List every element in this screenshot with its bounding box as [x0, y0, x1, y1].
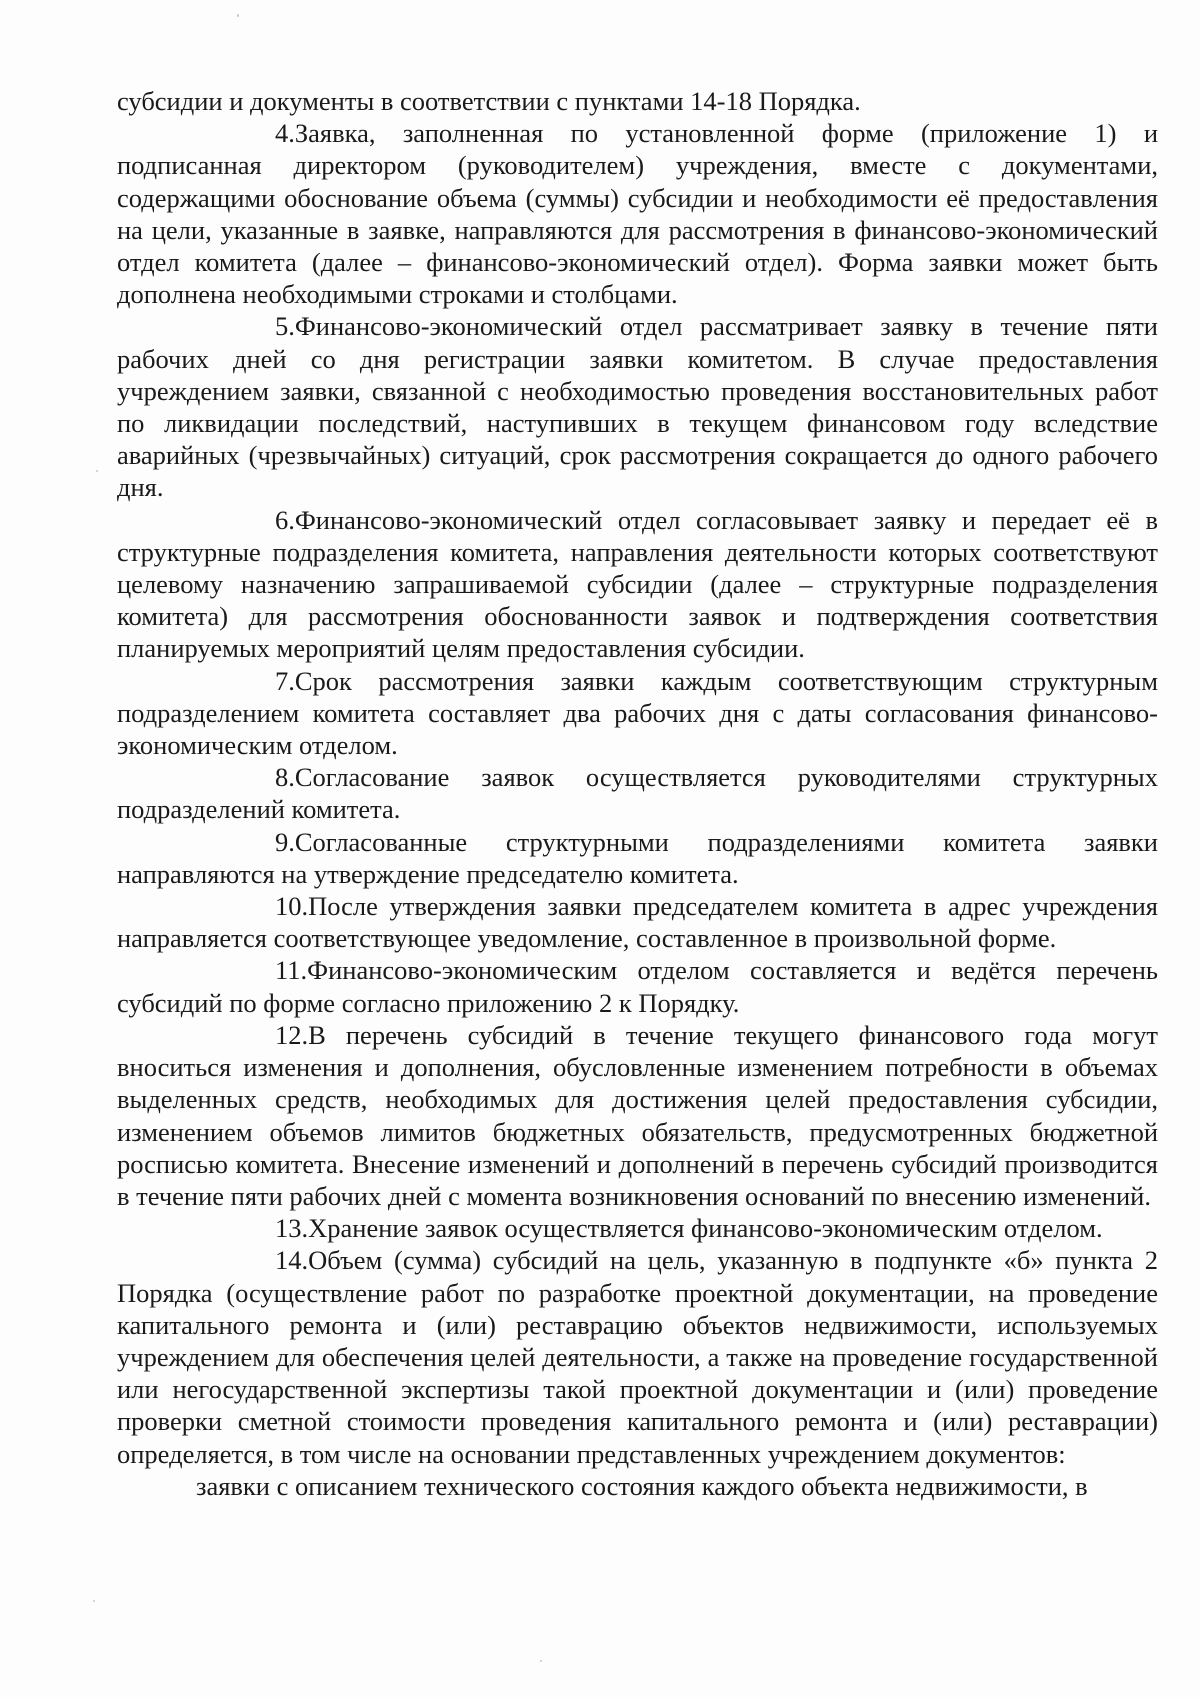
scan-speck	[96, 470, 98, 472]
item-text: В перечень субсидий в течение текущего финансового года могут вноситься изменения и дополнения, обусловленные изменением потребности в объемах выделенных средств, необходимых для достижения целей предоставления субсидии, изменением объемов лимитов бюджетных обязательств, предусмотренных бюджетной росписью комитета. Внесение изменений и дополнений в перечень субсидий производится в течение пяти рабочих дней с момента возникновения оснований по внесению изменений.	[117, 1019, 1158, 1211]
paragraph-item-8	[117, 761, 1158, 825]
item-text: Заявка, заполненная по установленной форме (приложение 1) и подписанная директором (руководителем) учреждения, вместе с документами, содержащими обоснование объема (суммы) субсидии и необходимости её предоставления на цели, указанные в заявке, направляются для рассмотрения в финансово-экономический отдел комитета (далее – финансово-экономический отдел). Форма заявки может быть дополнена необходимыми строками и столбцами.	[117, 118, 1158, 310]
item-number: 12.	[275, 1019, 309, 1050]
item-number: 7.	[275, 665, 295, 696]
item-number: 4.	[275, 118, 295, 149]
item-text: Финансово-экономический отдел рассматривает заявку в течение пяти рабочих дней со дня регистрации заявки комитетом. В случае предоставления учреждением заявки, связанной с необходимостью проведения восстановительных работ по ликвидации последствий, наступивших в текущем финансовом году вследствие аварийных (чрезвычайных) ситуаций, срок рассмотрения сокращается до одного рабочего дня.	[117, 311, 1158, 503]
item-number: 5.	[275, 311, 295, 342]
paragraph-item-10	[117, 890, 1158, 954]
paragraph-item-7	[117, 665, 1158, 762]
document-body	[117, 85, 1158, 1502]
item-text: Согласованные структурными подразделениями комитета заявки направляются на утверждение председателю комитета.	[117, 826, 1158, 889]
item-text: Финансово-экономический отдел согласовывает заявку и передает её в структурные подразделения комитета, направления деятельности которых соответствуют целевому назначению запрашиваемой субсидии (далее – структурные подразделения комитета) для рассмотрения обоснованности заявок и подтверждения соответствия планируемых мероприятий целям предоставления субсидии.	[117, 504, 1158, 664]
item-number: 11.	[275, 955, 308, 986]
item-number: 9.	[275, 826, 295, 857]
scan-speck	[93, 1600, 95, 1602]
item-text: Согласование заявок осуществляется руководителями структурных подразделений комитета.	[117, 762, 1158, 825]
item-number: 14.	[275, 1245, 309, 1276]
item-number: 6.	[275, 504, 295, 535]
item-number: 10.	[275, 891, 309, 922]
item-number: 13.	[275, 1213, 309, 1244]
paragraph-item-5	[117, 310, 1158, 503]
paragraph-item-13	[117, 1212, 1158, 1244]
paragraph-item-4	[117, 117, 1158, 310]
item-text: После утверждения заявки председателем комитета в адрес учреждения направляется соответствующее уведомление, составленное в произвольной форме.	[117, 891, 1158, 954]
item-text: Срок рассмотрения заявки каждым соответствующим структурным подразделением комитета составляет два рабочих дня с даты согласования финансово-экономическим отделом.	[117, 665, 1158, 761]
scan-speck	[237, 14, 239, 17]
scan-speck	[540, 1660, 542, 1662]
paragraph-item-14	[117, 1244, 1158, 1469]
paragraph-item-9	[117, 826, 1158, 890]
paragraph-intro: субсидии и документы в соответствии с пунктами 14-18 Порядка.	[117, 86, 861, 116]
paragraph-item-12	[117, 1019, 1158, 1212]
item-number: 8.	[275, 762, 295, 793]
item-text: Хранение заявок осуществляется финансово-экономическим отделом.	[308, 1213, 1103, 1244]
paragraph-item-11	[117, 954, 1158, 1018]
item-text: Финансово-экономическим отделом составляется и ведётся перечень субсидий по форме согласно приложению 2 к Порядку.	[117, 955, 1158, 1018]
paragraph-closing: заявки с описанием технического состояния каждого объекта недвижимости, в	[196, 1470, 1088, 1501]
paragraph-item-6	[117, 504, 1158, 665]
item-text: Объем (сумма) субсидий на цель, указанную в подпункте «б» пункта 2 Порядка (осуществление работ по разработке проектной документации, на проведение капитального ремонта и (или) реставрацию объектов недвижимости, используемых учреждением для обеспечения целей деятельности, а также на проведение государственной или негосударственной экспертизы такой проектной документации и (или) проведение проверки сметной стоимости проведения капитального ремонта и (или) реставрации) определяется, в том числе на основании представленных учреждением документов:	[117, 1245, 1158, 1469]
